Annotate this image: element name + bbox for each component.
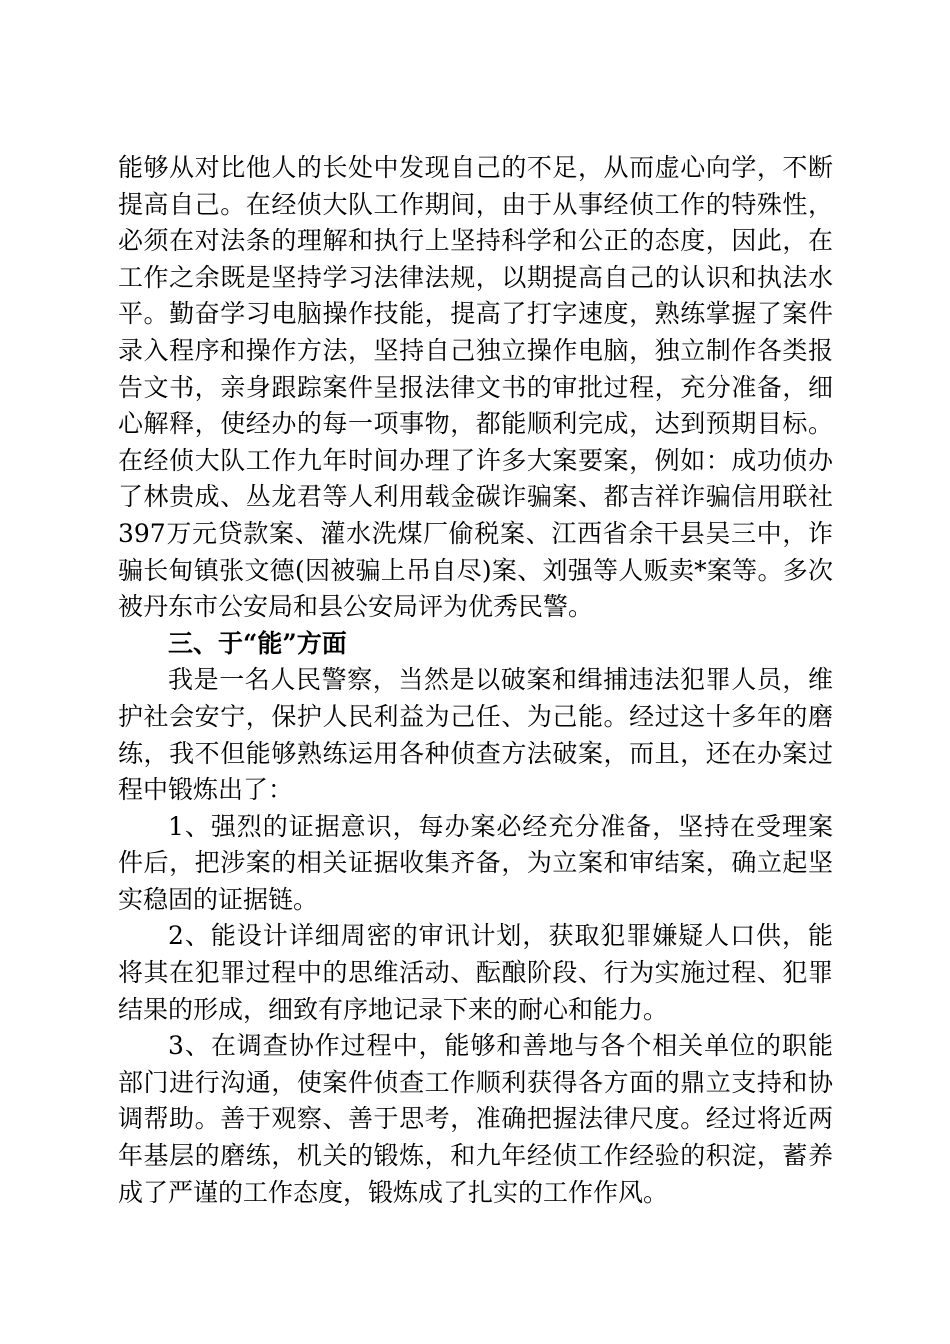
document-body	[118, 150, 833, 1211]
paragraph-item-2: 2、能设计详细周密的审讯计划，获取犯罪嫌疑人口供，能将其在犯罪过程中的思维活动、酝酿阶段、行为实施过程、犯罪结果的形成，细致有序地记录下来的耐心和能力。	[118, 921, 833, 1024]
paragraph-item-3: 3、在调查协作过程中，能够和善地与各个相关单位的职能部门进行沟通，使案件侦查工作顺利获得各方面的鼎立支持和协调帮助。善于观察、善于思考，准确把握法律尺度。经过将近两年基层的磨练，机关的锻炼，和九年经侦工作经验的积淀，蓄养成了严谨的工作态度，锻炼成了扎实的工作作风。	[118, 1031, 833, 1207]
paragraph-item-1: 1、强烈的证据意识，每办案必经充分准备，坚持在受理案件后，把涉案的相关证据收集齐备，为立案和审结案，确立起坚实稳固的证据链。	[118, 811, 833, 914]
paragraph-continuation: 能够从对比他人的长处中发现自己的不足，从而虚心向学，不断提高自己。在经侦大队工作期间，由于从事经侦工作的特殊性，必须在对法条的理解和执行上坚持科学和公正的态度，因此，在工作之余既是坚持学习法律法规，以期提高自己的认识和执法水平。勤奋学习电脑操作技能，提高了打字速度，熟练掌握了案件录入程序和操作方法，坚持自己独立操作电脑，独立制作各类报告文书，亲身跟踪案件呈报法律文书的审批过程，充分准备，细心解释，使经办的每一项事物，都能顺利完成，达到预期目标。在经侦大队工作九年时间办理了许多大案要案，例如：成功侦办了林贵成、丛龙君等人利用载金碳诈骗案、都吉祥诈骗信用联社397万元贷款案、灌水洗煤厂偷税案、江西省余干县吴三中，诈骗长甸镇张文德(因被骗上吊自尽)案、刘强等人贩卖*案等。多次被丹东市公安局和县公安局评为优秀民警。	[118, 153, 833, 622]
paragraph-intro: 我是一名人民警察，当然是以破案和缉捕违法犯罪人员，维护社会安宁，保护人民利益为己任、为己能。经过这十多年的磨练，我不但能够熟练运用各种侦查方法破案，而且，还在办案过程中锻炼出了：	[118, 665, 833, 805]
section-heading: 三、于“能”方面	[168, 628, 347, 658]
